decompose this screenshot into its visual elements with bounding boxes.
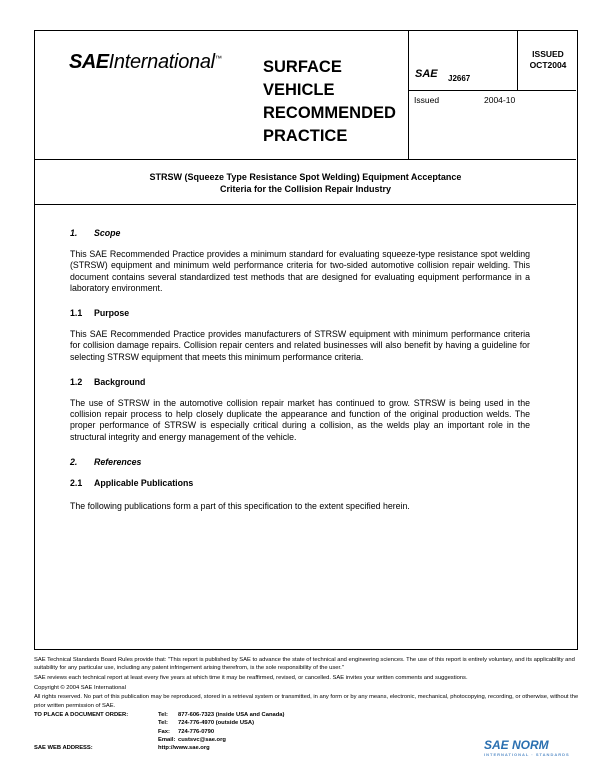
section-heading: 2.1 Applicable Publications (70, 478, 194, 489)
section-heading: 1.1 Purpose (70, 308, 130, 319)
web-label: SAE WEB ADDRESS: (34, 745, 93, 752)
divider (517, 31, 518, 90)
issued-date: 2004-10 (484, 95, 516, 105)
order-label: TO PLACE A DOCUMENT ORDER: (34, 712, 129, 719)
title-box (35, 159, 576, 205)
sae-norm-logo: SAE NORM INTERNATIONAL · STANDARDS (484, 738, 570, 757)
footer-rights: All rights reserved. No part of this publication may be reproduced, stored in a retrieval system or transmitted, in any form or by any means, electronic, mechanical, photocopying, recording, or otherwise, without the prior written permission of SAE. (34, 694, 579, 709)
email-address[interactable]: custsvc@sae.org (178, 736, 226, 743)
sae-international-logo: SAEInternational™ (69, 51, 222, 73)
report-type: SURFACE VEHICLE RECOMMENDED PRACTICE (263, 58, 396, 145)
paragraph: This SAE Recommended Practice provides a minimum standard for evaluating squeeze-type resistance spot welding (STRSW) equipment and minimum weld performance criteria for two-sided automotive collision repair welding. This document contains several standardized test methods that are designed for evaluating equipment performance in a laboratory environment. (70, 249, 530, 293)
phone-1: 877-606-7323 (inside USA and Canada) (178, 712, 285, 719)
sae-small-logo: SAE (415, 68, 438, 80)
document-title: STRSW (Squeeze Type Resistance Spot Welding) Equipment Acceptance Criteria for the Collision Repair Industry (149, 172, 462, 194)
issued-label: Issued (414, 95, 440, 105)
document-number: J2667 (448, 74, 471, 83)
section-heading: 1.2 Background (70, 376, 146, 387)
contact-info: TO PLACE A DOCUMENT ORDER: Tel: 877-606-7323 (inside USA and Canada) Tel: 724-776-4970 (outside USA) Fax: 724-776-0790 Email: custsvc@sae.org SAE WEB ADDRESS: http://www.sae.org (34, 711, 580, 752)
fax-number: 724-776-0790 (178, 728, 215, 735)
document-header (35, 31, 576, 160)
divider (408, 31, 409, 159)
issued-stamp: ISSUED OCT2004 (529, 49, 567, 70)
web-address[interactable]: http://www.sae.org (158, 745, 210, 752)
paragraph: The following publications form a part of this specification to the extent specified herein. (70, 501, 410, 512)
footer-review: SAE reviews each technical report at least every five years at which time it may be reaffirmed, revised, or cancelled. SAE invites your written comments and suggestions. (34, 674, 468, 681)
document-body-content (70, 228, 530, 512)
paragraph: This SAE Recommended Practice provides manufacturers of STRSW equipment with minimum performance criteria for collision damage repairs. Collision repair centers and related businesses will also benefit by having a guideline for selecting STRSW equipment that meets this minimum performance criteria. (70, 329, 530, 362)
paragraph: The use of STRSW in the automotive collision repair market has continued to grow. STRSW is being used in the collision repair process to help closely duplicate the appearance and function of the original production welds. The proper performance of STRSW is especially critical during a collision, as the welds play an important role in the structural integrity and energy management of the vehicle. (70, 398, 530, 442)
footer-copyright: Copyright © 2004 SAE International (34, 684, 126, 691)
section-heading: 2. References (70, 456, 142, 467)
footer-rules: SAE Technical Standards Board Rules provide that: "This report is published by SAE to advance the state of technical and engineering sciences. The use of this report is entirely voluntary, and its applicability and suitability for any particular use, including any patent infringement arising therefrom, is the sole responsibility of the user." (34, 657, 575, 672)
phone-2: 724-776-4970 (outside USA) (178, 720, 255, 727)
section-heading: 1. Scope (70, 228, 121, 238)
divider (408, 90, 576, 91)
